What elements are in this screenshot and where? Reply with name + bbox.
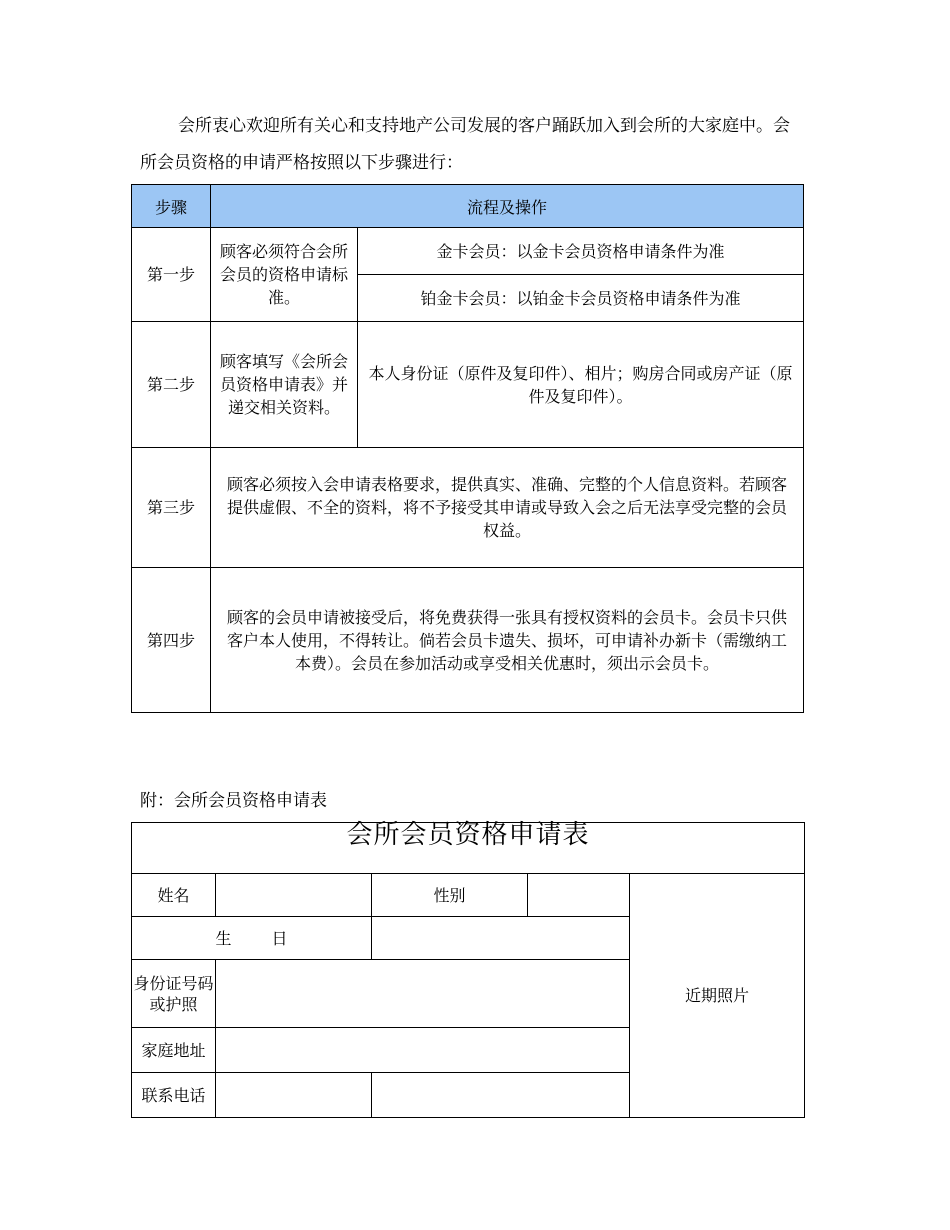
phone-label: 联系电话 [132,1073,216,1118]
membership-steps-table [131,184,804,713]
step1-platinum-card: 铂金卡会员：以铂金卡会员资格申请条件为准 [358,275,804,322]
gender-field[interactable] [528,874,630,917]
step3-label: 第三步 [132,448,211,568]
address-label: 家庭地址 [132,1028,216,1073]
form-title: 会所会员资格申请表 [132,823,805,874]
step3-text: 顾客必须按入会申请表格要求，提供真实、准确、完整的个人信息资料。若顾客提供虚假、不全的资料，将不予接受其申请或导致入会之后无法享受完整的会员权益。 [211,448,804,568]
name-label: 姓名 [132,874,216,917]
photo-box[interactable]: 近期照片 [630,874,805,1118]
step2-description: 顾客填写《会所会员资格申请表》并递交相关资料。 [211,322,358,448]
gender-label: 性别 [372,874,528,917]
intro-paragraph: 会所衷心欢迎所有关心和支持地产公司发展的客户踊跃加入到会所的大家庭中。会所会员资格的申请严格按照以下步骤进行： [140,116,790,173]
step1-gold-card: 金卡会员：以金卡会员资格申请条件为准 [358,228,804,275]
birthday-field[interactable] [372,917,630,960]
birthday-label-char-2: 日 [271,928,288,948]
step1-description: 顾客必须符合会所会员的资格申请标准。 [211,228,358,322]
id-field[interactable] [216,960,630,1028]
step2-label: 第二步 [132,322,211,448]
application-form-table [131,822,805,1118]
step4-text: 顾客的会员申请被接受后，将免费获得一张具有授权资料的会员卡。会员卡只供客户本人使用，不得转让。倘若会员卡遗失、损坏，可申请补办新卡（需缴纳工本费）。会员在参加活动或享受相关优惠时，须出示会员卡。 [211,568,804,713]
birthday-label-char-1: 生 [215,928,232,948]
appendix-label: 附：会所会员资格申请表 [140,791,327,811]
address-field[interactable] [216,1028,630,1073]
header-process: 流程及操作 [211,185,804,228]
name-field[interactable] [216,874,372,917]
header-step: 步骤 [132,185,211,228]
phone-field-2[interactable] [372,1073,630,1118]
step4-label: 第四步 [132,568,211,713]
step1-label: 第一步 [132,228,211,322]
phone-field[interactable] [216,1073,372,1118]
step2-documents: 本人身份证（原件及复印件）、相片；购房合同或房产证（原件及复印件）。 [358,322,804,448]
birthday-label [132,917,372,960]
id-label: 身份证号码或护照 [132,960,216,1028]
